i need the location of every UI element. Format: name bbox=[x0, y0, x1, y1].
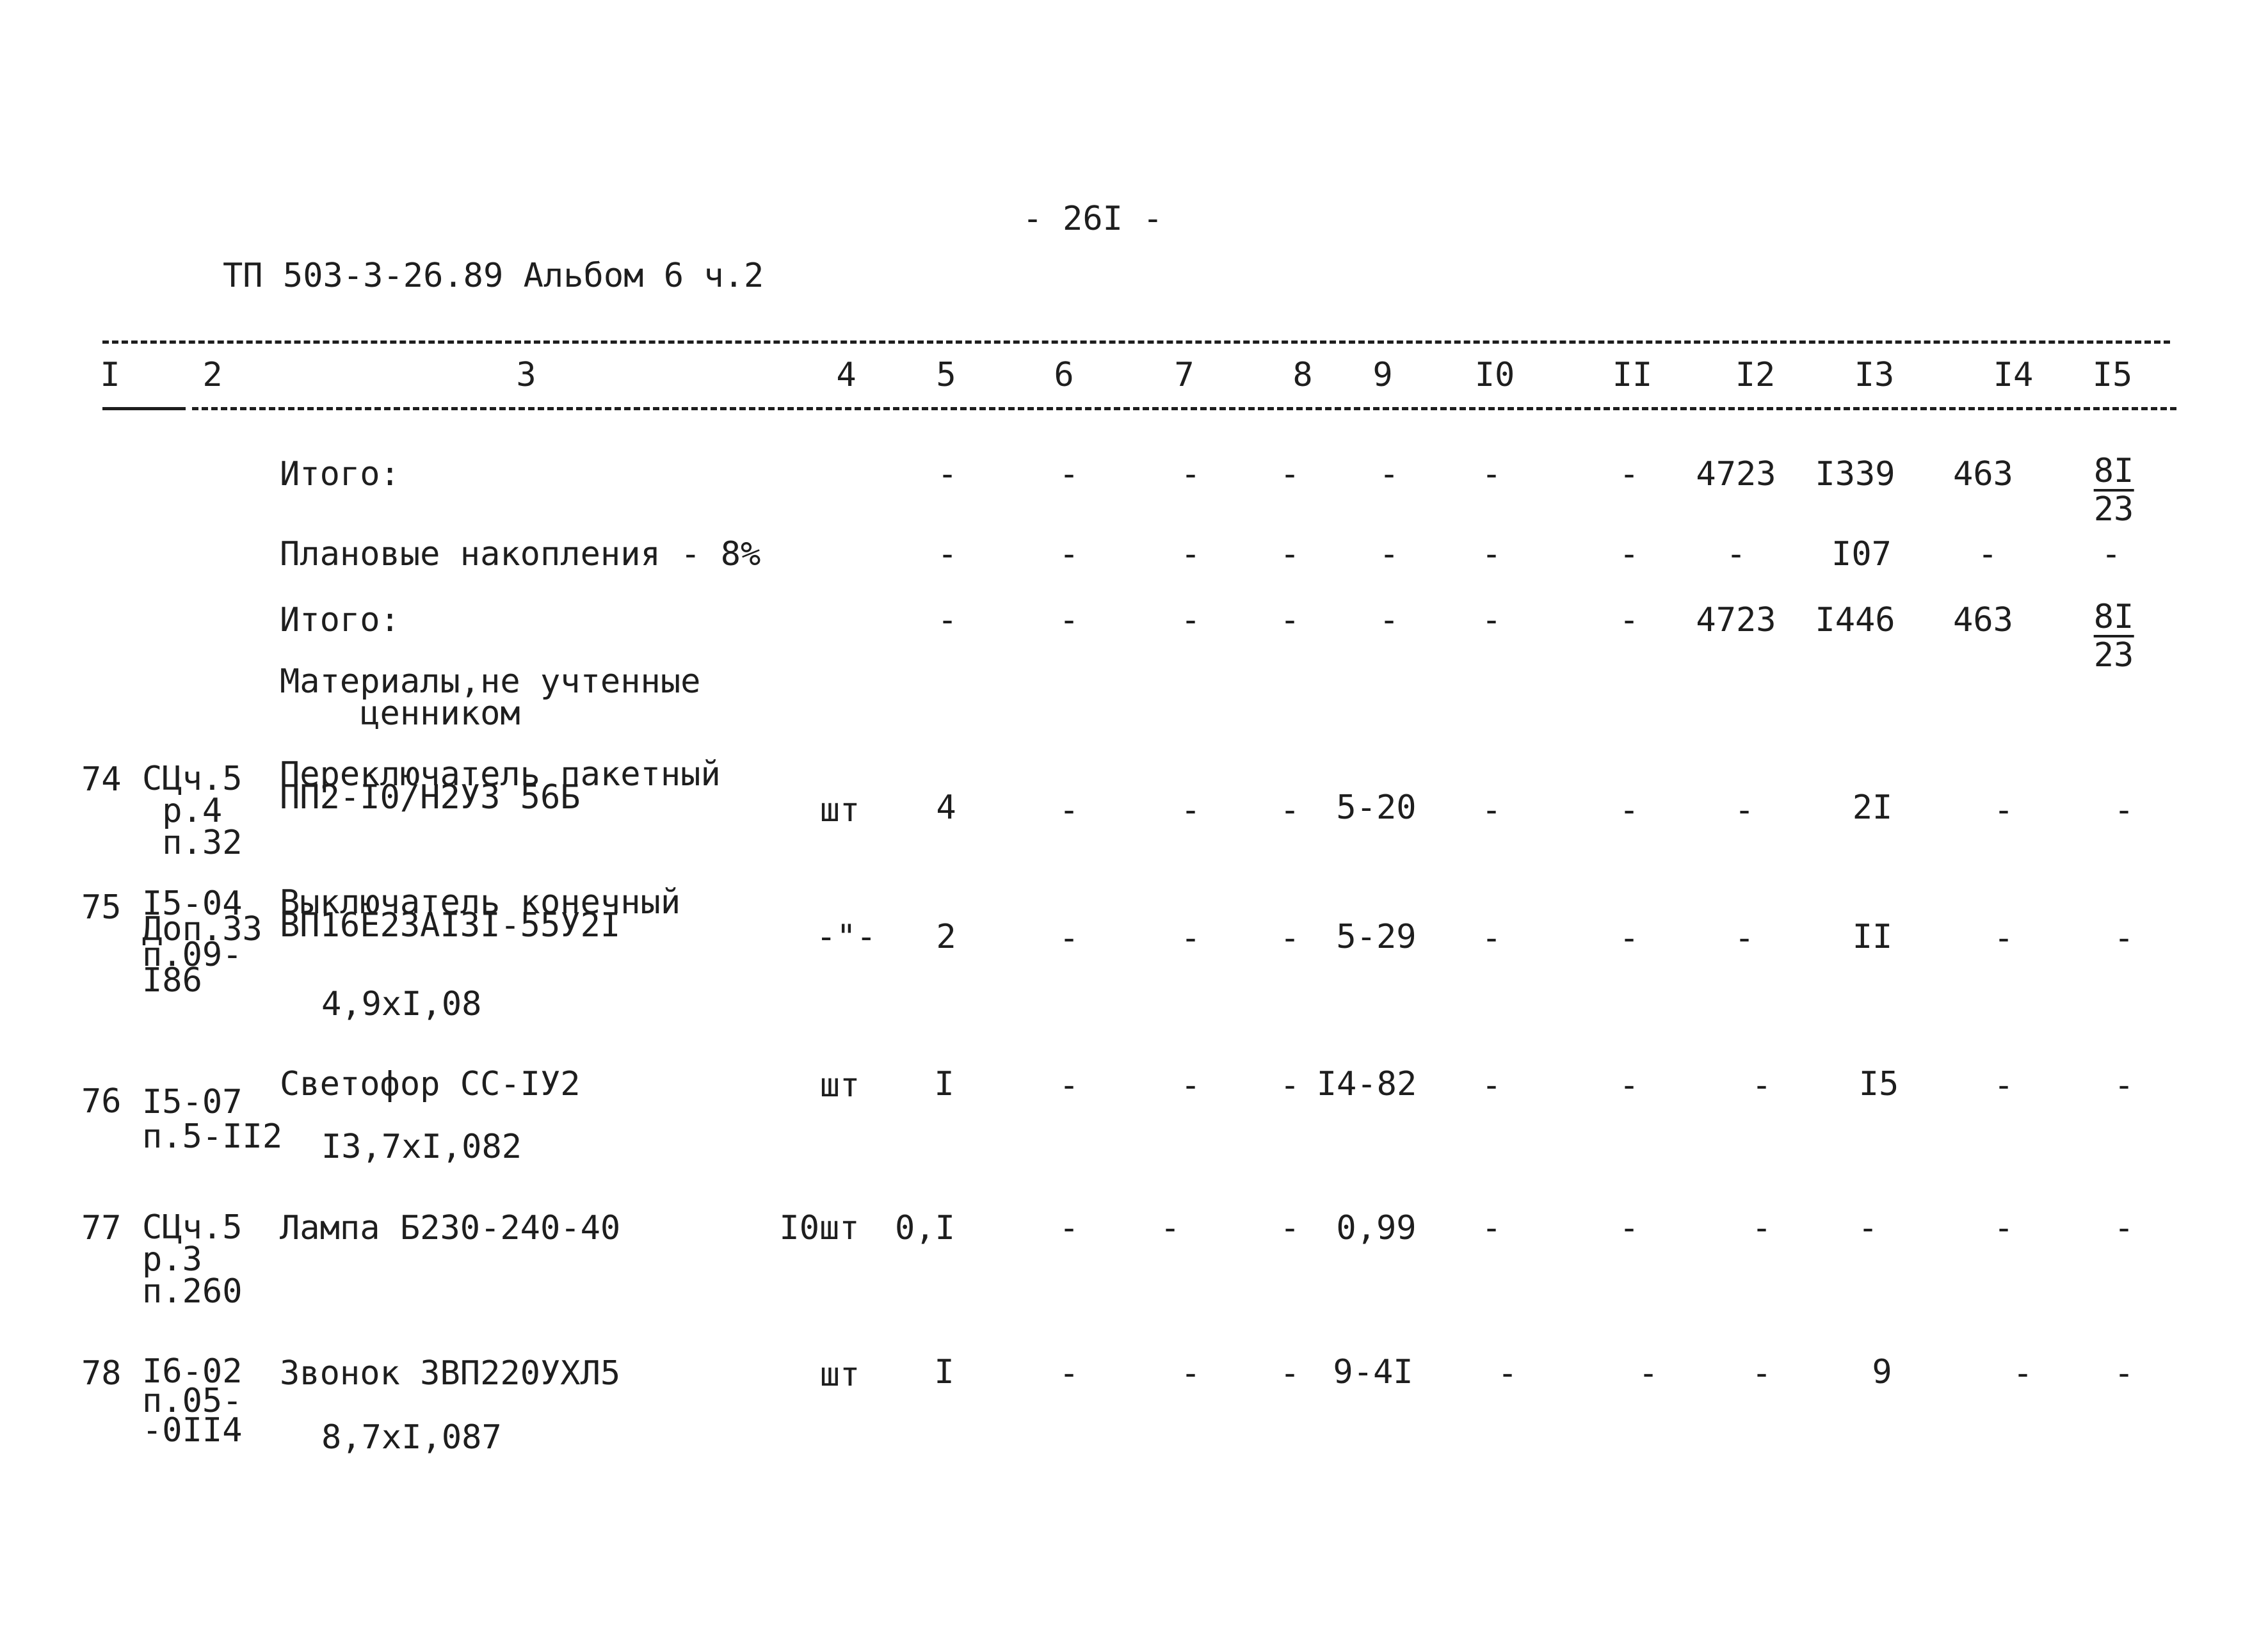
cell-col7: - bbox=[1160, 1209, 1180, 1247]
cell-col6: - bbox=[1059, 1066, 1079, 1105]
cell-col7: - bbox=[1180, 1066, 1201, 1105]
cell-col10: - bbox=[1481, 1066, 1502, 1105]
cell-col15: - bbox=[2114, 1354, 2134, 1393]
cell-col12: - bbox=[1734, 919, 1755, 957]
fraction-denominator: 23 bbox=[2093, 636, 2134, 675]
summary-label: Итого: bbox=[280, 455, 400, 493]
cell-col8: - bbox=[1280, 1066, 1300, 1105]
summary-label: Плановые накопления - 8% bbox=[280, 535, 761, 573]
cell-quantity: 0,I bbox=[895, 1209, 955, 1247]
column-header-6: 6 bbox=[1054, 356, 1074, 394]
cell-col13: I339 bbox=[1815, 455, 1895, 493]
cell-col12: - bbox=[1751, 1354, 1772, 1393]
row-reference: СЦч.5 р.3 п.260 bbox=[142, 1208, 243, 1311]
cell-col10: - bbox=[1481, 791, 1502, 829]
header-bottom-rule bbox=[192, 407, 2176, 410]
column-header-2: 2 bbox=[202, 356, 223, 394]
cell-unit: шт bbox=[819, 1066, 860, 1105]
cell-col9: - bbox=[1379, 535, 1399, 573]
page-number: - 26I - bbox=[1022, 200, 1163, 238]
cell-col9: 5-20 bbox=[1336, 788, 1417, 827]
cell-col12: - bbox=[1751, 1209, 1772, 1247]
column-header-7: 7 bbox=[1174, 356, 1194, 394]
cell-col10: - bbox=[1481, 919, 1502, 957]
cell-col15: - bbox=[2114, 1066, 2134, 1105]
cell-col14: - bbox=[2013, 1354, 2033, 1393]
cell-col6: - bbox=[1059, 601, 1079, 639]
cell-col11: - bbox=[1619, 601, 1639, 639]
item-name: Выключатель конечный ВП16Е23АI3I-55У2I bbox=[280, 883, 681, 945]
cell-col6: - bbox=[1059, 791, 1079, 829]
cell-col14: - bbox=[1977, 535, 1998, 573]
cell-col8: - bbox=[1280, 1209, 1300, 1247]
cell-col9: 9-4I bbox=[1333, 1353, 1413, 1391]
cell-col7: - bbox=[1180, 1354, 1201, 1393]
fraction-numerator: 8I bbox=[2093, 452, 2134, 490]
row-reference: СЦч.5 р.4 п.32 bbox=[142, 760, 243, 862]
fraction-denominator: 23 bbox=[2093, 490, 2134, 529]
row-reference: I6-02 п.05- -0II4 bbox=[142, 1352, 243, 1450]
cell-col11: - bbox=[1619, 535, 1639, 573]
cell-col15-fraction bbox=[2094, 453, 2134, 527]
cell-col5: - bbox=[937, 601, 958, 639]
cell-col10: - bbox=[1481, 1209, 1502, 1247]
cell-col12: - bbox=[1734, 791, 1755, 829]
cell-col15: - bbox=[2114, 791, 2134, 829]
cell-col13: 2I bbox=[1852, 788, 1893, 827]
cell-col8: - bbox=[1280, 535, 1300, 573]
row-reference: I5-07 п.5-II2 bbox=[142, 1083, 283, 1156]
cell-col8: - bbox=[1280, 601, 1300, 639]
cell-col7: - bbox=[1180, 455, 1201, 493]
column-header-14: I4 bbox=[1993, 356, 2034, 394]
item-name: Лампа Б230-240-40 bbox=[280, 1209, 621, 1247]
cell-col15: - bbox=[2114, 1209, 2134, 1247]
column-header-10: I0 bbox=[1474, 356, 1515, 394]
cell-col10: - bbox=[1497, 1354, 1518, 1393]
cell-col14: - bbox=[1993, 1209, 2014, 1247]
cell-col11: - bbox=[1638, 1354, 1659, 1393]
cell-col9: - bbox=[1379, 455, 1399, 493]
cell-quantity: 4 bbox=[936, 788, 956, 827]
cell-col7: - bbox=[1180, 535, 1201, 573]
cell-col6: - bbox=[1059, 535, 1079, 573]
item-note: 8,7хI,087 bbox=[321, 1418, 502, 1457]
cell-col15: - bbox=[2114, 919, 2134, 957]
cell-col14: - bbox=[1993, 1066, 2014, 1105]
cell-unit: I0шт bbox=[779, 1209, 860, 1247]
column-header-8: 8 bbox=[1292, 356, 1313, 394]
cell-col12: 4723 bbox=[1696, 455, 1776, 493]
summary-label: Итого: bbox=[280, 601, 400, 639]
cell-col14: 463 bbox=[1953, 601, 2013, 639]
cell-col8: - bbox=[1280, 455, 1300, 493]
cell-col11: - bbox=[1619, 455, 1639, 493]
row-number: 75 bbox=[81, 888, 122, 927]
item-name: Переключатель пакетный ПП2-I0/Н2У3 56Б bbox=[280, 755, 721, 817]
cell-col8: - bbox=[1280, 919, 1300, 957]
cell-col11: - bbox=[1619, 791, 1639, 829]
cell-col10: - bbox=[1481, 535, 1502, 573]
cell-col10: - bbox=[1481, 601, 1502, 639]
cell-col10: - bbox=[1481, 455, 1502, 493]
fraction-numerator: 8I bbox=[2093, 598, 2134, 636]
cell-col13: 9 bbox=[1872, 1353, 1892, 1391]
column-header-1: I bbox=[100, 356, 120, 394]
item-note: I3,7хI,082 bbox=[321, 1128, 522, 1166]
cell-unit: -"- bbox=[816, 918, 876, 956]
cell-col9: 0,99 bbox=[1336, 1209, 1417, 1247]
cell-col14: - bbox=[1993, 919, 2014, 957]
cell-col14: 463 bbox=[1953, 455, 2013, 493]
cell-col8: - bbox=[1280, 791, 1300, 829]
column-header-11: II bbox=[1612, 356, 1653, 394]
cell-col12: 4723 bbox=[1696, 601, 1776, 639]
item-name: Звонок ЗВП220УХЛ5 bbox=[280, 1354, 621, 1393]
cell-col12: - bbox=[1726, 535, 1746, 573]
item-note: 4,9хI,08 bbox=[321, 985, 482, 1023]
cell-col13: I446 bbox=[1815, 601, 1895, 639]
row-number: 74 bbox=[81, 760, 122, 799]
cell-quantity: I bbox=[934, 1353, 954, 1391]
cell-col15: - bbox=[2101, 535, 2121, 573]
column-header-3: 3 bbox=[516, 356, 536, 394]
cell-col5: - bbox=[937, 455, 958, 493]
cell-quantity: I bbox=[934, 1065, 954, 1103]
item-name: Светофор СС-IУ2 bbox=[280, 1065, 581, 1103]
cell-col6: - bbox=[1059, 1209, 1079, 1247]
cell-col9: - bbox=[1379, 601, 1399, 639]
cell-quantity: 2 bbox=[936, 918, 956, 956]
header-top-rule bbox=[102, 340, 2170, 344]
cell-unit: шт bbox=[819, 1356, 860, 1394]
row-reference: I5-04 Доп.33 п.09- I86 bbox=[142, 885, 262, 1000]
section-heading: Материалы,не учтенные ценником bbox=[280, 662, 701, 733]
document-title: ТП 503-3-26.89 Альбом 6 ч.2 bbox=[223, 257, 764, 295]
cell-col6: - bbox=[1059, 455, 1079, 493]
cell-col11: - bbox=[1619, 919, 1639, 957]
row-number: 78 bbox=[81, 1354, 122, 1393]
cell-col13: I07 bbox=[1831, 535, 1892, 573]
column-header-4: 4 bbox=[836, 356, 857, 394]
cell-col11: - bbox=[1619, 1209, 1639, 1247]
cell-col12: - bbox=[1751, 1066, 1772, 1105]
column-header-13: I3 bbox=[1854, 356, 1895, 394]
column-header-5: 5 bbox=[936, 356, 956, 394]
cell-col5: - bbox=[937, 535, 958, 573]
cell-col9: 5-29 bbox=[1336, 918, 1417, 956]
cell-unit: шт bbox=[819, 791, 860, 829]
row-number: 76 bbox=[81, 1082, 122, 1121]
cell-col6: - bbox=[1059, 1354, 1079, 1393]
cell-col6: - bbox=[1059, 919, 1079, 957]
cell-col11: - bbox=[1619, 1066, 1639, 1105]
cell-col13: - bbox=[1858, 1209, 1878, 1247]
cell-col7: - bbox=[1180, 791, 1201, 829]
cell-col13: I5 bbox=[1858, 1065, 1899, 1103]
cell-col13: II bbox=[1852, 918, 1893, 956]
column-header-12: I2 bbox=[1735, 356, 1776, 394]
cell-col14: - bbox=[1993, 791, 2014, 829]
cell-col7: - bbox=[1180, 919, 1201, 957]
cell-col8: - bbox=[1280, 1354, 1300, 1393]
cell-col7: - bbox=[1180, 601, 1201, 639]
header-bottom-rule-solid bbox=[102, 407, 186, 410]
column-header-15: I5 bbox=[2092, 356, 2133, 394]
cell-col9: I4-82 bbox=[1316, 1065, 1417, 1103]
row-number: 77 bbox=[81, 1209, 122, 1247]
column-header-9: 9 bbox=[1372, 356, 1393, 394]
cell-col15-fraction bbox=[2094, 599, 2134, 673]
